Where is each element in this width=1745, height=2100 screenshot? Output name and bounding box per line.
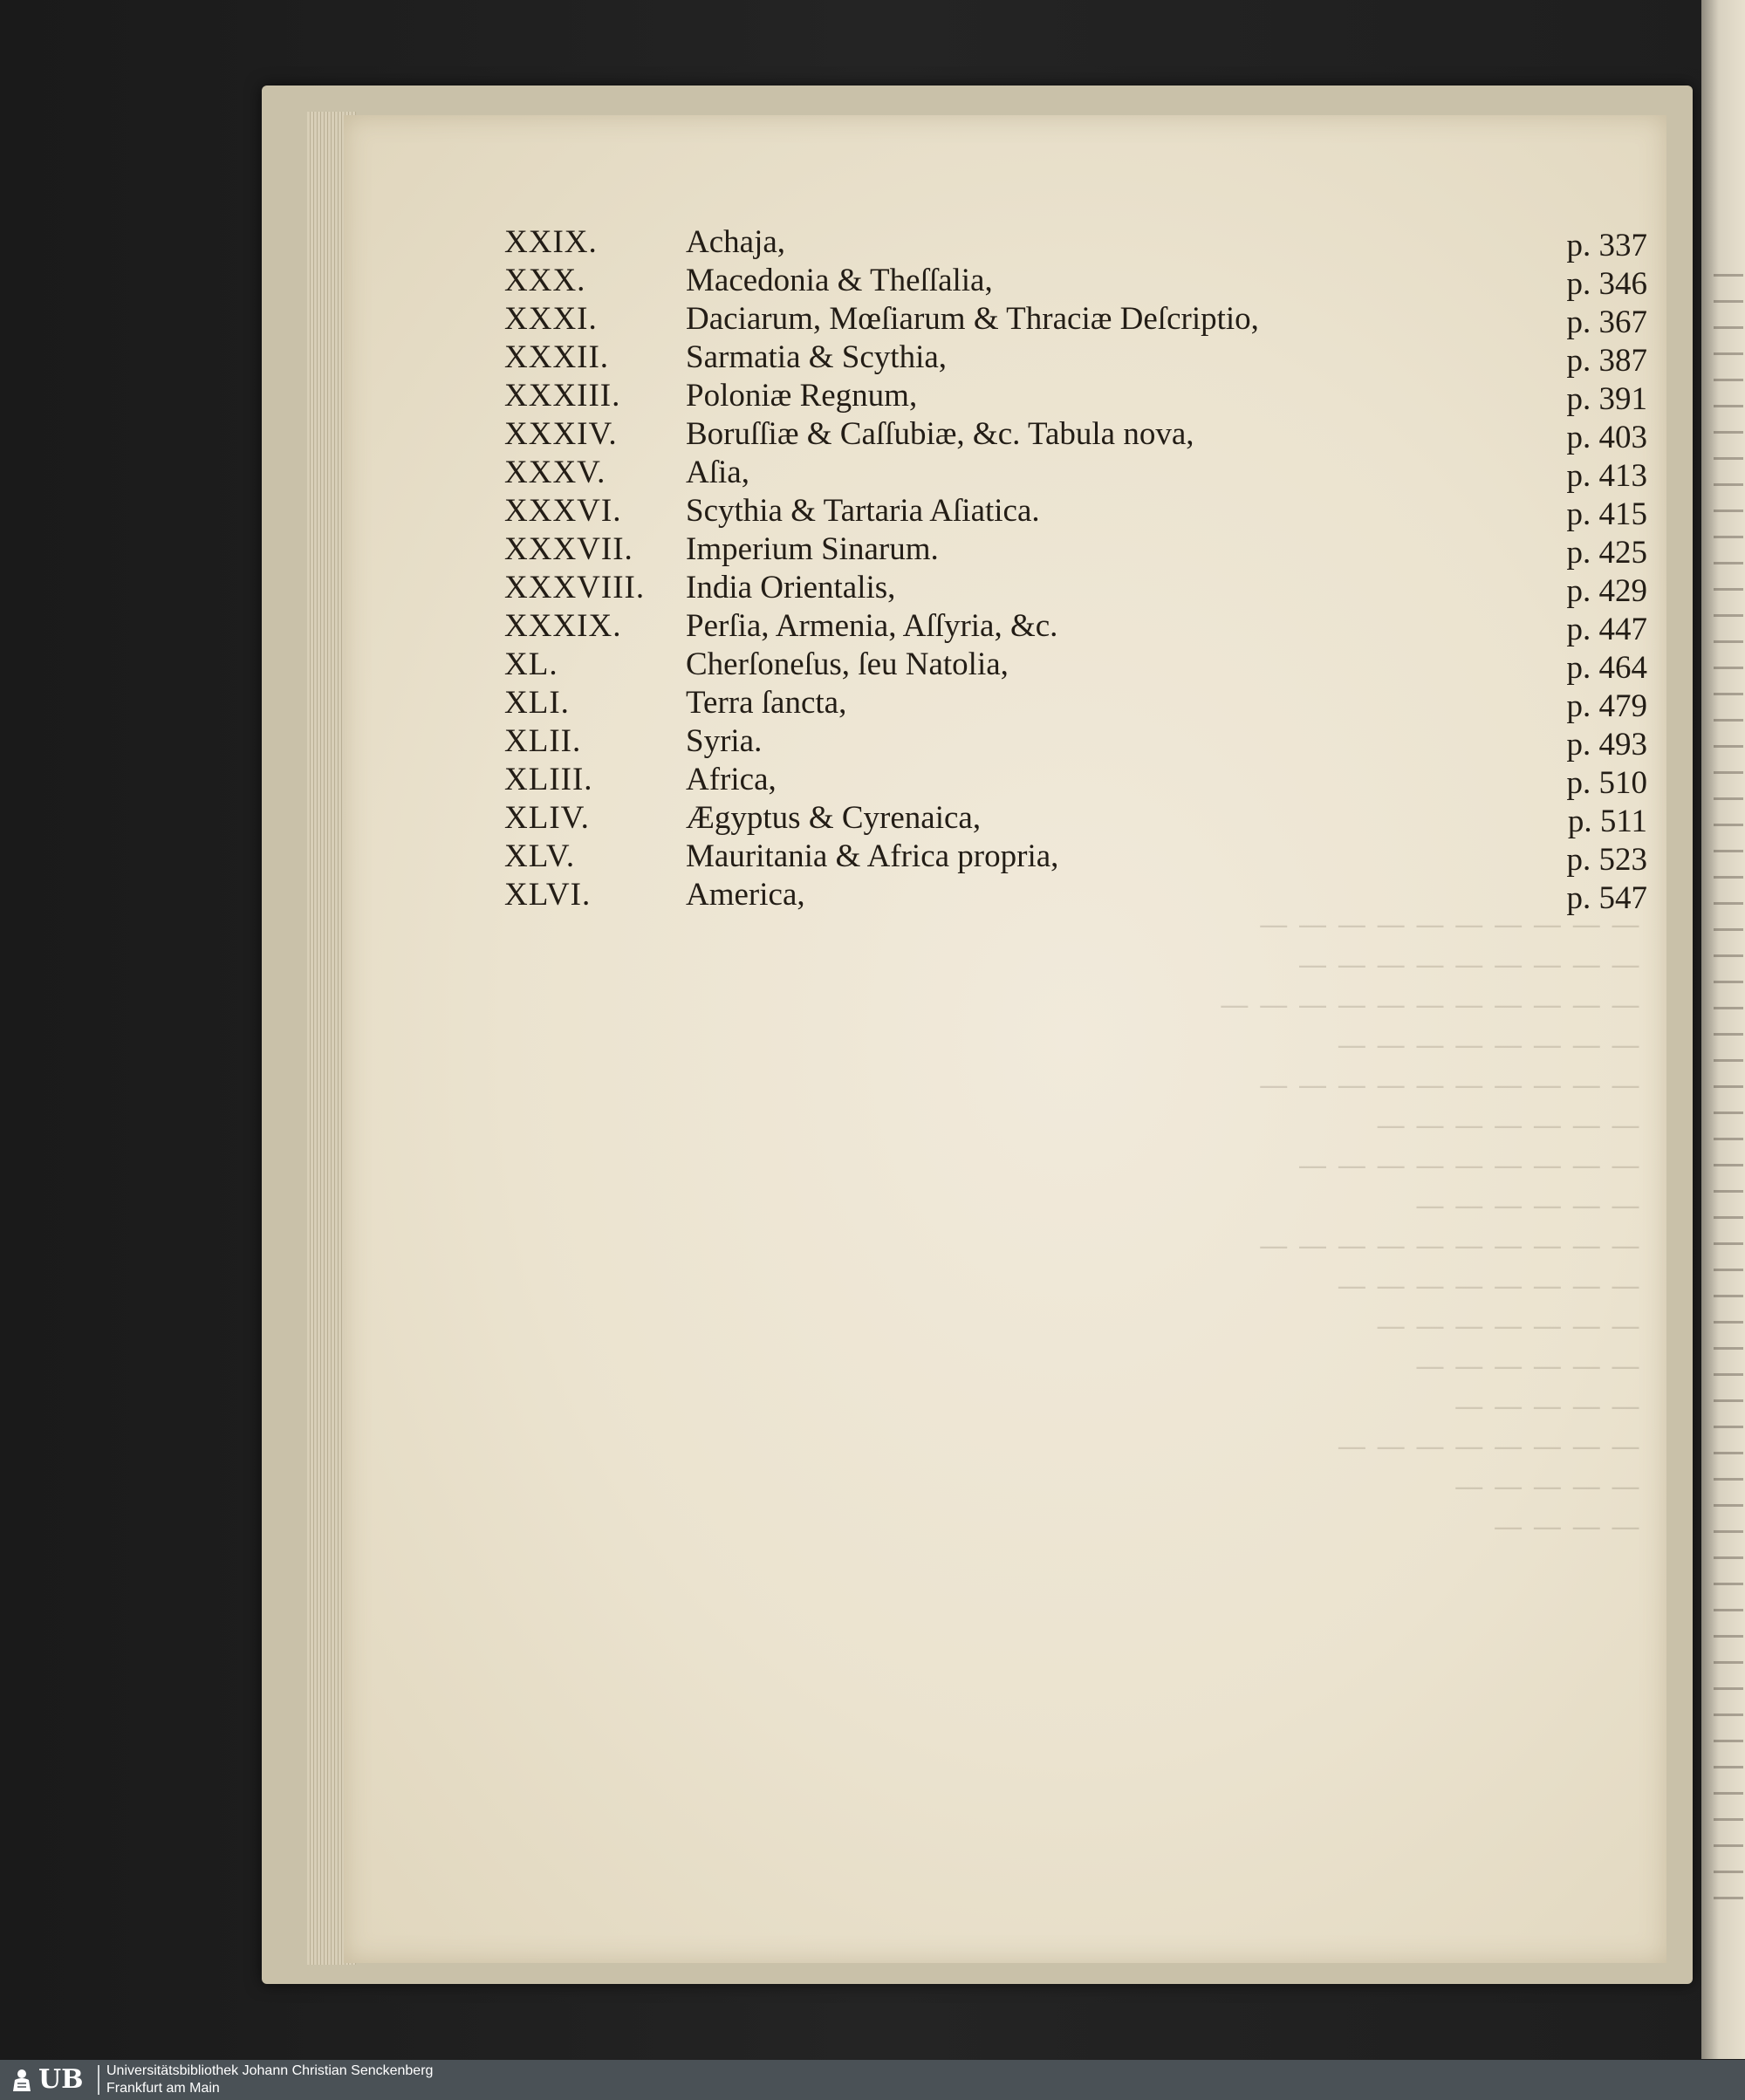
adjacent-page — [1701, 0, 1745, 2059]
library-footer-bar — [0, 2060, 1745, 2100]
entry-page: p. 367 — [1566, 304, 1647, 340]
index-entry — [504, 492, 1647, 530]
entry-number: XLI. — [504, 685, 570, 721]
entry-number: XLIII. — [504, 762, 593, 797]
entry-page: p. 493 — [1566, 727, 1647, 763]
entry-page: p. 403 — [1566, 420, 1647, 455]
footer-divider — [98, 2065, 99, 2095]
index-entry — [504, 223, 1647, 262]
entry-number: XXXI. — [504, 301, 598, 337]
entry-page: p. 346 — [1566, 266, 1647, 302]
entry-page: p. 413 — [1566, 458, 1647, 494]
entry-number: XXX. — [504, 263, 586, 298]
index-entry — [504, 415, 1647, 454]
entry-title: Sarmatia & Scythia, — [686, 339, 948, 375]
institution-line-1: Universitätsbibliothek Johann Christian Senckenberg — [106, 2063, 434, 2078]
entry-number: XXXVI. — [504, 493, 622, 529]
entry-page: p. 547 — [1566, 880, 1647, 916]
index-entry — [504, 646, 1647, 684]
entry-title: Achaja, — [686, 224, 786, 260]
entry-title: Cherſoneſus, ſeu Natolia, — [686, 646, 1009, 682]
institution-name[interactable] — [106, 2062, 433, 2097]
entry-title: Syria. — [686, 723, 763, 759]
entry-title: Boruſſiæ & Caſſubiæ, &c. Tabula nova, — [686, 416, 1194, 452]
entry-title: Ægyptus & Cyrenaica, — [686, 800, 982, 836]
entry-page: p. 510 — [1566, 765, 1647, 801]
entry-title: Africa, — [686, 762, 777, 797]
entry-title: Perſia, Armenia, Aſſyria, &c. — [686, 608, 1058, 644]
index-entry — [504, 454, 1647, 492]
entry-number: XL. — [504, 646, 558, 682]
ub-logo[interactable] — [9, 2065, 96, 2095]
entry-page: p. 479 — [1566, 688, 1647, 724]
ub-logo-text: UB — [38, 2064, 84, 2095]
index-entry — [504, 838, 1647, 876]
map-index-list — [504, 223, 1647, 914]
entry-page: p. 464 — [1566, 650, 1647, 686]
entry-page: p. 337 — [1566, 228, 1647, 263]
index-entry — [504, 684, 1647, 722]
entry-title: India Orientalis, — [686, 570, 896, 605]
entry-title: America, — [686, 877, 805, 913]
index-entry — [504, 799, 1647, 838]
index-entry — [504, 876, 1647, 914]
index-entry — [504, 607, 1647, 646]
entry-number: XLVI. — [504, 877, 592, 913]
entry-title: Daciarum, Mœſiarum & Thraciæ Deſcriptio, — [686, 301, 1259, 337]
library-emblem-icon — [10, 2068, 33, 2092]
entry-number: XXXVII. — [504, 531, 633, 567]
index-entry — [504, 300, 1647, 339]
entry-title: Aſia, — [686, 455, 749, 490]
entry-number: XLV. — [504, 838, 576, 874]
entry-page: p. 391 — [1566, 381, 1647, 417]
entry-number: XXXV. — [504, 455, 606, 490]
entry-page: p. 425 — [1566, 535, 1647, 571]
entry-page: p. 447 — [1566, 612, 1647, 647]
index-entry — [504, 262, 1647, 300]
index-entry — [504, 339, 1647, 377]
entry-title: Scythia & Tartaria Aſiatica. — [686, 493, 1040, 529]
entry-page: p. 511 — [1567, 804, 1647, 839]
index-entry — [504, 722, 1647, 761]
index-entry — [504, 569, 1647, 607]
index-entry — [504, 530, 1647, 569]
entry-number: XLII. — [504, 723, 582, 759]
entry-number: XXXIV. — [504, 416, 618, 452]
entry-number: XXXIX. — [504, 608, 622, 644]
index-entry — [504, 377, 1647, 415]
entry-number: XXXVIII. — [504, 570, 646, 605]
entry-page: p. 387 — [1566, 343, 1647, 379]
entry-title: Macedonia & Theſſalia, — [686, 263, 993, 298]
entry-number: XXXIII. — [504, 378, 621, 414]
entry-title: Terra ſancta, — [686, 685, 847, 721]
show-through: — — — — — — — — — — — — — — — — — — — — — — — — — — — — — — — — — — — — — — — — — — — — — — — — — — — — — — — — — — — — — — — — — — — — — — — — — — — — — — — — — — — — — — — — — — — — — — — — — — — — — — — — — — — — — — — — — — — — — — — — — — — — [1219, 907, 1640, 1544]
entry-number: XLIV. — [504, 800, 590, 836]
entry-title: Imperium Sinarum. — [686, 531, 939, 567]
index-entry — [504, 761, 1647, 799]
entry-number: XXXII. — [504, 339, 610, 375]
institution-line-2: Frankfurt am Main — [106, 2081, 220, 2096]
entry-page: p. 429 — [1566, 573, 1647, 609]
adjacent-page-text — [1714, 262, 1743, 1919]
entry-page: p. 415 — [1566, 496, 1647, 532]
entry-number: XXIX. — [504, 224, 598, 260]
entry-page: p. 523 — [1566, 842, 1647, 878]
entry-title: Poloniæ Regnum, — [686, 378, 918, 414]
entry-title: Mauritania & Africa propria, — [686, 838, 1059, 874]
